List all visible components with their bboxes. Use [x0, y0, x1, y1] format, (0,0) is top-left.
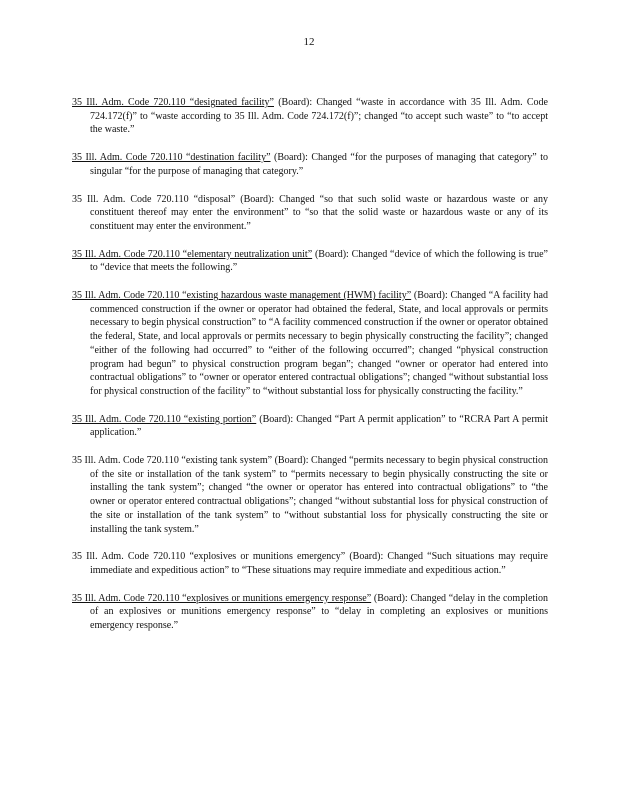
entry-citation: 35 Ill. Adm. Code 720.110 “destination facility” [72, 152, 271, 164]
entry-existing-hwm-facility [72, 289, 548, 399]
entry-existing-tank-system [72, 454, 548, 536]
entry-body: (Board): Changed “Part A permit application” to “RCRA Part A permit application.” [90, 413, 548, 439]
entry-citation: 35 Ill. Adm. Code 720.110 “existing portion” [72, 413, 257, 425]
entry-disposal [72, 193, 548, 234]
entry-citation: 35 Ill. Adm. Code 720.110 “existing tank system” [72, 455, 273, 467]
entry-designated-facility [72, 96, 548, 137]
entry-body: (Board): Changed “permits necessary to begin physical construction of the site or installation of the tank system” to “permits necessary to begin physically constructing the site or installing the tank system”; changed “the owner or operator has entered into contractual obligations” to “the owner or operator entered contractual obligations”; changed “without substantial loss for physical construction of the site or installation of the tank system” to “without substantial loss for physically constructing the site or installing the tank system.” [90, 455, 549, 535]
entry-existing-portion [72, 413, 548, 440]
entry-destination-facility [72, 151, 548, 178]
amendment-list [72, 86, 548, 647]
entry-explosives-munitions-emergency-response [72, 592, 548, 633]
entry-body: (Board): Changed “device of which the following is true” to “device that meets the following.” [90, 248, 548, 274]
entry-elementary-neutralization-unit [72, 248, 548, 275]
entry-explosives-munitions-emergency [72, 550, 548, 577]
entry-citation: 35 Ill. Adm. Code 720.110 “explosives or munitions emergency” [72, 551, 346, 563]
entry-body: (Board): Changed “so that such solid waste or hazardous waste or any constituent thereof may enter the environment” to “so that the solid waste or hazardous waste or any of its constituent may enter the environment.” [90, 193, 548, 232]
entry-citation: 35 Ill. Adm. Code 720.110 “existing hazardous waste management (HWM) facility” [72, 290, 412, 302]
entry-body: (Board): Changed “for the purposes of managing that category” to singular “for the purpose of managing that category.” [90, 152, 548, 177]
entry-citation: 35 Ill. Adm. Code 720.110 “disposal” [72, 193, 236, 205]
entry-body: (Board): Changed “A facility had commenced construction if the owner or operator had obtained the federal, State, and local approvals or permits necessary to begin physical construction” to “A facility commenced construction if the owner or operator obtained the federal, State, and local approvals or permits necessary to begin physically constructing the facility”; changed “either of the following had occurred” to “either of the following occurred”; changed “physical construction program had begun” to physical construction program began”; changed “owner or operator had entered into contractual obligations” to “owner or operator entered contractual obligations”; changed “without substantial loss for physical construction of the facility” to “without substantial loss for physically constructing the facility.” [90, 290, 548, 397]
entry-citation: 35 Ill. Adm. Code 720.110 “designated facility” [72, 97, 274, 108]
page-number: 12 [303, 36, 315, 48]
entry-body: (Board): Changed “delay in the completion of an explosives or munitions emergency response” to “delay in completing an explosives or munitions emergency response.” [90, 592, 548, 632]
entry-body: (Board): Changed “waste in accordance with 35 Ill. Adm. Code 724.172(f)” to “waste according to 35 Ill. Adm. Code 724.172(f)”; changed “to accept such waste” to “to accept the waste.” [90, 97, 548, 136]
entry-citation: 35 Ill. Adm. Code 720.110 “explosives or munitions emergency response” [72, 592, 372, 604]
entry-citation: 35 Ill. Adm. Code 720.110 “elementary neutralization unit” [72, 248, 313, 260]
entry-body: (Board): Changed “Such situations may require immediate and expeditious action” to “These situations may require immediate and expeditious action.” [90, 551, 548, 576]
